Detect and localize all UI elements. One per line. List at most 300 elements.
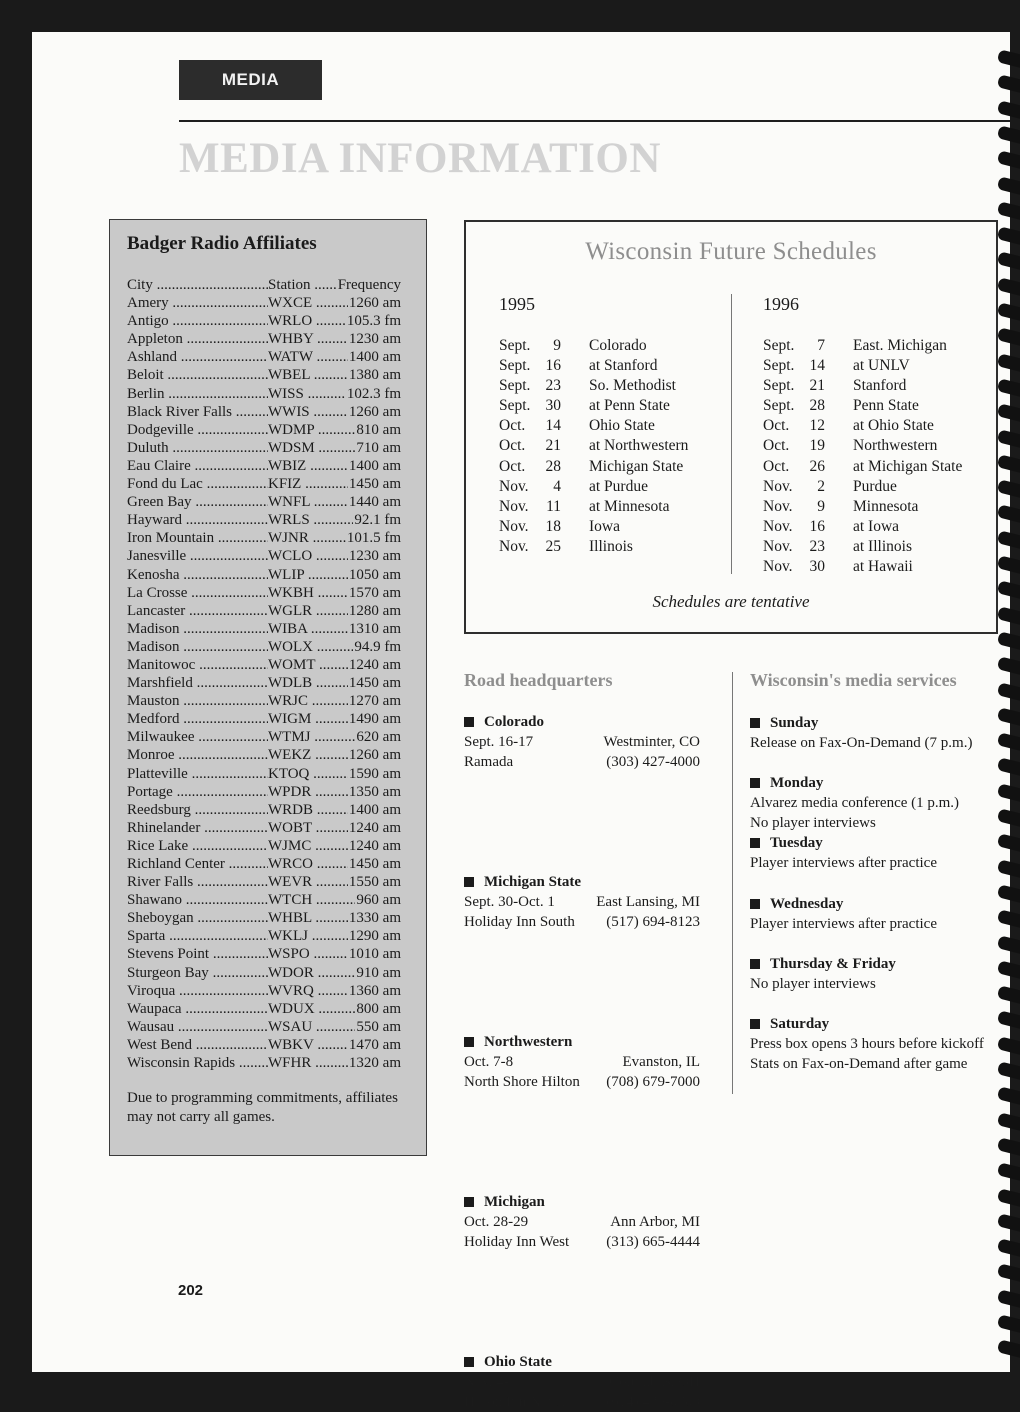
- affiliate-row: [127, 566, 401, 584]
- media-service-item: [750, 773, 959, 833]
- affiliate-station: KTOQ .....: [268, 765, 348, 783]
- media-service-detail: Press box opens 3 hours before kickoff: [750, 1036, 984, 1052]
- media-service-day-heading: [750, 1014, 984, 1034]
- affiliate-frequency: 710 am: [356, 439, 401, 456]
- road-hq-item: [464, 1192, 700, 1252]
- media-service-day: Thursday & Friday: [770, 955, 896, 972]
- binding-coil: [997, 1188, 1020, 1206]
- affiliate-station: WTMJ .....: [268, 728, 355, 746]
- road-hq-item: [464, 872, 700, 932]
- game-day: 18: [545, 517, 561, 535]
- affiliate-city: La Crosse .....: [127, 584, 268, 602]
- bullet-square-icon: [464, 717, 474, 727]
- affiliate-frequency: 101.5 fm: [346, 530, 401, 547]
- bullet-square-icon: [464, 877, 474, 887]
- affiliate-row: [127, 728, 401, 746]
- affiliate-city: Ashland .....: [127, 348, 268, 366]
- road-hq-dates: Nov. 4-5: [464, 1374, 517, 1390]
- road-hq-line: [464, 1212, 700, 1232]
- game-month: Nov.: [499, 537, 529, 555]
- game-day: 21: [809, 377, 825, 395]
- game-day: 28: [809, 397, 825, 415]
- affiliate-row: [127, 294, 401, 312]
- road-hq-team: Colorado: [484, 714, 544, 730]
- road-hq-hotel: Ramada: [464, 754, 514, 770]
- game-day: 23: [809, 537, 825, 555]
- affiliate-frequency: 1380 am: [348, 367, 401, 384]
- road-hq-team: Michigan State: [484, 874, 582, 890]
- affiliate-station: WSPO .....: [268, 945, 348, 963]
- affiliate-city: Viroqua .....: [127, 982, 268, 1000]
- game-month: Oct.: [499, 417, 526, 435]
- affiliate-frequency: 620 am: [356, 729, 401, 746]
- binding-coil: [997, 479, 1020, 497]
- affiliate-frequency: 92.1 fm: [354, 512, 401, 529]
- binding-coil: [997, 732, 1020, 750]
- media-service-day: Wednesday: [770, 895, 844, 912]
- affiliate-city: Monroe .....: [127, 746, 268, 764]
- affiliate-station: WHBL .....: [268, 909, 348, 927]
- page-title: MEDIA INFORMATION: [179, 135, 661, 182]
- game-opponent: at Iowa: [853, 517, 900, 535]
- affiliate-station: WLIP .....: [268, 566, 348, 584]
- affiliate-frequency: 1240 am: [348, 656, 401, 673]
- road-hq-team-heading: [464, 1032, 700, 1052]
- affiliate-frequency: 910 am: [356, 964, 401, 981]
- game-day: 25: [545, 537, 561, 555]
- game-opponent: So. Methodist: [589, 377, 676, 395]
- affiliate-row: [127, 765, 401, 783]
- affiliate-station: WVRQ .....: [268, 982, 348, 1000]
- game-month: Oct.: [499, 437, 526, 455]
- affiliate-station: WBIZ .....: [268, 457, 348, 475]
- media-service-day-heading: [750, 954, 896, 974]
- binding-coil: [997, 454, 1020, 472]
- affiliate-row: [127, 1054, 401, 1072]
- affiliate-station: WRLO .....: [268, 312, 346, 330]
- game-month: Nov.: [499, 497, 529, 515]
- game-opponent: Ohio State: [589, 417, 655, 435]
- affiliate-frequency: 550 am: [356, 1018, 401, 1035]
- game-day: 9: [817, 497, 825, 515]
- bullet-square-icon: [464, 1357, 474, 1367]
- affiliate-row: [127, 475, 401, 493]
- binding-coil: [997, 429, 1020, 447]
- game-day: 16: [545, 357, 561, 375]
- game-month: Nov.: [499, 517, 529, 535]
- game-opponent: at Stanford: [589, 357, 658, 375]
- game-opponent: East. Michigan: [853, 337, 947, 354]
- affiliate-frequency: 102.3 fm: [346, 385, 401, 402]
- binding-coil: [997, 505, 1020, 523]
- affiliate-frequency: 1450 am: [348, 856, 401, 872]
- media-service-item: [750, 894, 937, 934]
- road-hq-dates: Oct. 7-8: [464, 1054, 514, 1070]
- affiliate-frequency: 1450 am: [348, 476, 401, 493]
- affiliate-station: WDOR .....: [268, 964, 355, 982]
- affiliate-row: [127, 529, 401, 547]
- binding-coil: [997, 909, 1020, 927]
- binding-coil: [997, 606, 1020, 624]
- affiliate-row: [127, 855, 401, 873]
- binding-coil: [997, 1162, 1020, 1180]
- game-opponent: at UNLV: [853, 357, 910, 375]
- affiliate-station: WSAU .....: [268, 1018, 355, 1036]
- affiliate-row: [127, 927, 401, 945]
- column-header-frequency: Frequency: [337, 277, 401, 293]
- game-day: 9: [553, 337, 561, 354]
- binding-coil: [997, 581, 1020, 599]
- affiliate-station: WIBA .....: [268, 620, 348, 638]
- affiliate-frequency: 1240 am: [348, 837, 401, 854]
- road-hq-city: Ann Arbor, MI: [610, 1214, 700, 1230]
- affiliate-row: [127, 403, 401, 421]
- road-hq-phone: (303) 427-4000: [606, 754, 700, 770]
- affiliate-station: WBKV .....: [268, 1036, 348, 1054]
- game-day: 16: [809, 517, 825, 535]
- binding-coil: [997, 935, 1020, 953]
- affiliate-row: [127, 891, 401, 909]
- game-day: 19: [809, 437, 825, 455]
- media-service-day-heading: [750, 713, 972, 733]
- road-hq-team-heading: [464, 1352, 700, 1372]
- header-rule: [179, 120, 1010, 122]
- road-hq-line: [464, 1372, 700, 1392]
- binding-coil: [997, 1314, 1020, 1332]
- radio-affiliates-list: [127, 276, 401, 1072]
- binding-coil: [997, 1340, 1020, 1358]
- affiliate-city: Hayward .....: [127, 511, 268, 529]
- affiliate-row: [127, 366, 401, 384]
- affiliate-row: [127, 547, 401, 565]
- affiliate-row: [127, 801, 401, 819]
- affiliate-city: Green Bay .....: [127, 493, 268, 511]
- affiliate-station: WCLO .....: [268, 547, 348, 565]
- affiliate-station: WOLX .....: [268, 638, 353, 656]
- affiliate-station: WJMC .....: [268, 837, 348, 855]
- binding-coil: [997, 1011, 1020, 1029]
- road-hq-line: [464, 892, 700, 912]
- affiliate-frequency: 1360 am: [348, 982, 401, 999]
- media-service-day: Sunday: [770, 715, 819, 731]
- affiliate-frequency: 1550 am: [348, 874, 401, 891]
- affiliate-station: WKBH .....: [268, 584, 348, 602]
- media-service-day: Saturday: [770, 1016, 830, 1032]
- binding-coil: [997, 252, 1020, 270]
- binding-coil: [997, 884, 1020, 902]
- game-opponent: Penn State: [853, 397, 919, 415]
- affiliate-frequency: 810 am: [356, 421, 401, 438]
- binding-coil: [997, 378, 1020, 396]
- game-month: Oct.: [763, 457, 790, 475]
- affiliate-city: Kenosha .....: [127, 566, 268, 584]
- game-day: 11: [546, 497, 561, 515]
- road-hq-dates: Oct. 28-29: [464, 1214, 529, 1230]
- affiliate-station: WDLB .....: [268, 674, 348, 692]
- bullet-square-icon: [464, 1197, 474, 1207]
- road-hq-city: Columbus, OH: [609, 1374, 700, 1390]
- road-hq-line: [464, 1072, 700, 1092]
- affiliate-frequency: 1280 am: [348, 602, 401, 619]
- road-hq-line: [464, 732, 700, 752]
- binding-coil: [997, 201, 1020, 219]
- affiliate-row: [127, 330, 401, 348]
- binding-coil: [997, 1289, 1020, 1307]
- affiliate-frequency: 1230 am: [348, 548, 401, 565]
- affiliate-city: Eau Claire .....: [127, 457, 268, 475]
- road-hq-team-heading: [464, 712, 700, 732]
- game-opponent: Iowa: [589, 517, 620, 535]
- media-service-detail: No player interviews: [750, 815, 876, 832]
- affiliate-station: WDSM .....: [268, 439, 355, 457]
- affiliate-city: River Falls .....: [127, 873, 268, 891]
- affiliate-city: Marshfield .....: [127, 674, 268, 692]
- game-month: Sept.: [763, 357, 795, 375]
- road-hq-team-heading: [464, 872, 700, 892]
- affiliate-frequency: 1290 am: [348, 928, 401, 945]
- affiliate-row: [127, 385, 401, 403]
- affiliate-city: Sheboygan .....: [127, 909, 268, 927]
- game-opponent: Stanford: [853, 377, 907, 395]
- affiliate-city: Madison .....: [127, 620, 268, 638]
- affiliate-station: WDUX .....: [268, 1000, 355, 1018]
- binding-coil: [997, 530, 1020, 548]
- affiliate-city: Milwaukee .....: [127, 728, 268, 746]
- affiliate-city: Amery .....: [127, 294, 268, 312]
- road-hq-phone: (614) 436-0700: [606, 1394, 700, 1410]
- road-hq-line: [464, 1052, 700, 1072]
- game-month: Sept.: [763, 337, 795, 354]
- road-hq-title: Road headquarters: [464, 670, 613, 690]
- radio-affiliates-panel: [109, 219, 427, 1156]
- affiliate-row: [127, 1018, 401, 1036]
- affiliate-row: [127, 746, 401, 764]
- media-service-item: [750, 833, 937, 873]
- affiliate-station: WIGM .....: [268, 710, 348, 728]
- affiliate-city: Sparta .....: [127, 927, 268, 945]
- game-day: 14: [545, 417, 561, 435]
- affiliate-frequency: 1440 am: [348, 494, 401, 511]
- media-service-detail: Alvarez media conference (1 p.m.): [750, 795, 960, 812]
- affiliate-station: WHBY .....: [268, 330, 348, 348]
- binding-coil: [997, 960, 1020, 978]
- binding-coil: [997, 1087, 1020, 1105]
- media-service-item: [750, 954, 896, 994]
- road-hq-hotel: Holiday Inn South: [464, 914, 575, 930]
- affiliate-station: WNFL .....: [268, 493, 348, 511]
- future-schedules-box: [464, 220, 998, 634]
- affiliate-station: KFIZ .....: [268, 475, 348, 493]
- game-month: Nov.: [763, 497, 793, 515]
- affiliate-city: Black River Falls .....: [127, 403, 268, 421]
- affiliate-city: Fond du Lac .....: [127, 475, 268, 493]
- game-day: 26: [809, 457, 825, 475]
- game-month: Sept.: [499, 357, 531, 375]
- game-month: Oct.: [499, 457, 526, 475]
- binding-coil: [997, 783, 1020, 801]
- affiliate-city: Stevens Point .....: [127, 945, 268, 963]
- game-month: Oct.: [763, 437, 790, 455]
- road-hq-phone: (708) 679-7000: [606, 1074, 700, 1090]
- road-hq-hotel: Hilton Inn North: [464, 1394, 565, 1410]
- affiliate-row: [127, 1000, 401, 1018]
- road-hq-dates: Sept. 30-Oct. 1: [464, 894, 555, 910]
- game-day: 30: [545, 397, 561, 415]
- game-day: 23: [545, 377, 561, 395]
- affiliate-city: Wausau .....: [127, 1018, 268, 1036]
- affiliate-row: [127, 982, 401, 1000]
- affiliate-frequency: 1450 am: [348, 675, 401, 692]
- radio-affiliates-title: Badger Radio Affiliates: [127, 233, 317, 254]
- binding-coil: [997, 100, 1020, 118]
- game-day: 14: [809, 357, 825, 375]
- road-hq-city: Westminter, CO: [603, 734, 700, 750]
- affiliate-frequency: 1260 am: [348, 295, 401, 312]
- game-month: Nov.: [763, 537, 793, 555]
- game-opponent: at Penn State: [589, 397, 670, 415]
- game-opponent: at Minnesota: [589, 497, 670, 515]
- page-number: 202: [178, 1282, 204, 1299]
- binding-coil: [997, 656, 1020, 674]
- road-hq-team: Northwestern: [484, 1034, 573, 1050]
- affiliate-station: WRCO .....: [268, 855, 348, 873]
- affiliate-frequency: 1400 am: [348, 801, 401, 818]
- binding-coil: [997, 176, 1020, 194]
- affiliate-station: WOMT .....: [268, 656, 348, 674]
- affiliate-frequency: 1490 am: [348, 711, 401, 728]
- affiliate-row: [127, 421, 401, 439]
- document-page: [32, 32, 1010, 1410]
- game-day: 4: [553, 477, 561, 495]
- schedules-tentative-note: Schedules are tentative: [652, 592, 810, 611]
- binding-coil: [997, 150, 1020, 168]
- road-hq-item: [464, 1032, 700, 1092]
- binding-coil: [997, 302, 1020, 320]
- media-service-day: Monday: [770, 775, 824, 792]
- game-month: Nov.: [763, 477, 793, 495]
- affiliate-city: Medford .....: [127, 710, 268, 728]
- affiliate-frequency: 94.9 fm: [354, 638, 401, 655]
- affiliate-city: Reedsburg .....: [127, 801, 268, 819]
- binding-coil: [997, 1036, 1020, 1054]
- affiliate-station: WRLS .....: [268, 511, 353, 529]
- road-hq-line: [464, 752, 700, 772]
- affiliate-row: [127, 819, 401, 837]
- game-day: 30: [809, 558, 825, 576]
- schedule-year-1996: 1996: [763, 294, 799, 314]
- road-hq-item: [464, 712, 700, 772]
- affiliate-station: WKLJ .....: [268, 927, 348, 945]
- media-service-day-heading: [750, 833, 937, 853]
- affiliate-station: WDMP .....: [268, 421, 355, 439]
- affiliate-city: Berlin .....: [127, 385, 268, 403]
- binding-coil: [997, 834, 1020, 852]
- bullet-square-icon: [750, 718, 760, 728]
- road-hq-line: [464, 1232, 700, 1252]
- affiliate-row: [127, 312, 401, 330]
- affiliate-frequency: 1270 am: [348, 693, 401, 710]
- affiliate-row: [127, 692, 401, 710]
- affiliate-row: [127, 1036, 401, 1054]
- binding-coil: [997, 1213, 1020, 1231]
- affiliate-frequency: 1350 am: [348, 783, 401, 800]
- road-hq-city: Evanston, IL: [622, 1054, 700, 1070]
- media-service-detail: No player interviews: [750, 975, 876, 992]
- affiliate-frequency: 1310 am: [348, 620, 401, 637]
- spiral-binding: [998, 52, 1020, 1372]
- media-service-item: [750, 1014, 984, 1074]
- road-hq-phone: (517) 694-8123: [606, 914, 700, 930]
- affiliate-frequency: 105.3 fm: [346, 313, 401, 330]
- affiliate-city: Duluth .....: [127, 439, 268, 457]
- game-opponent: Illinois: [589, 537, 633, 555]
- affiliate-row: [127, 964, 401, 982]
- game-opponent: Michigan State: [589, 457, 684, 475]
- affiliate-city: Waupaca .....: [127, 1000, 268, 1018]
- game-day: 2: [817, 477, 825, 495]
- binding-coil: [997, 403, 1020, 421]
- affiliate-row: [127, 457, 401, 475]
- schedule-year-1995: 1995: [499, 294, 535, 314]
- media-service-item: [750, 713, 972, 753]
- media-service-day-heading: [750, 894, 937, 914]
- game-opponent: at Illinois: [853, 537, 912, 555]
- game-opponent: at Purdue: [589, 477, 648, 495]
- affiliate-row: [127, 909, 401, 927]
- affiliate-frequency: 1240 am: [348, 819, 401, 836]
- affiliate-city: Sturgeon Bay .....: [127, 964, 268, 982]
- road-hq-team-heading: [464, 1192, 700, 1212]
- road-hq-team: Michigan: [484, 1194, 545, 1210]
- game-month: Sept.: [499, 377, 531, 395]
- media-services-title: Wisconsin's media services: [750, 670, 957, 690]
- bullet-square-icon: [750, 1019, 760, 1029]
- affiliate-city: Lancaster .....: [127, 602, 268, 620]
- binding-coil: [997, 631, 1020, 649]
- binding-coil: [997, 1112, 1020, 1130]
- affiliate-frequency: 1230 am: [348, 331, 401, 348]
- affiliate-city: Rice Lake .....: [127, 837, 268, 855]
- affiliate-frequency: 1400 am: [348, 349, 401, 366]
- binding-coil: [997, 125, 1020, 143]
- section-tab: MEDIA: [179, 60, 322, 100]
- affiliate-frequency: 1260 am: [348, 403, 401, 420]
- affiliate-row: [127, 348, 401, 366]
- binding-coil: [997, 328, 1020, 346]
- game-opponent: Minnesota: [853, 497, 919, 515]
- binding-coil: [997, 49, 1020, 67]
- affiliate-city: Janesville .....: [127, 547, 268, 565]
- road-hq-line: [464, 912, 700, 932]
- affiliate-city: Manitowoc .....: [127, 656, 268, 674]
- game-month: Nov.: [763, 558, 793, 576]
- affiliate-city: Shawano .....: [127, 891, 268, 909]
- media-service-day-heading: [750, 773, 959, 793]
- affiliate-city: Antigo .....: [127, 312, 268, 330]
- schedule-divider: [731, 294, 732, 574]
- affiliate-station: WJNR .....: [268, 529, 346, 547]
- affiliate-city: Platteville .....: [127, 765, 268, 783]
- affiliate-row: [127, 783, 401, 801]
- binding-coil: [997, 1137, 1020, 1155]
- affiliates-header-row: [127, 276, 401, 294]
- bullet-square-icon: [750, 899, 760, 909]
- binding-coil: [997, 1264, 1020, 1282]
- affiliate-city: Iron Mountain .....: [127, 529, 268, 547]
- game-month: Nov.: [499, 477, 529, 495]
- game-month: Sept.: [499, 337, 531, 354]
- affiliate-station: WXCE .....: [268, 294, 348, 312]
